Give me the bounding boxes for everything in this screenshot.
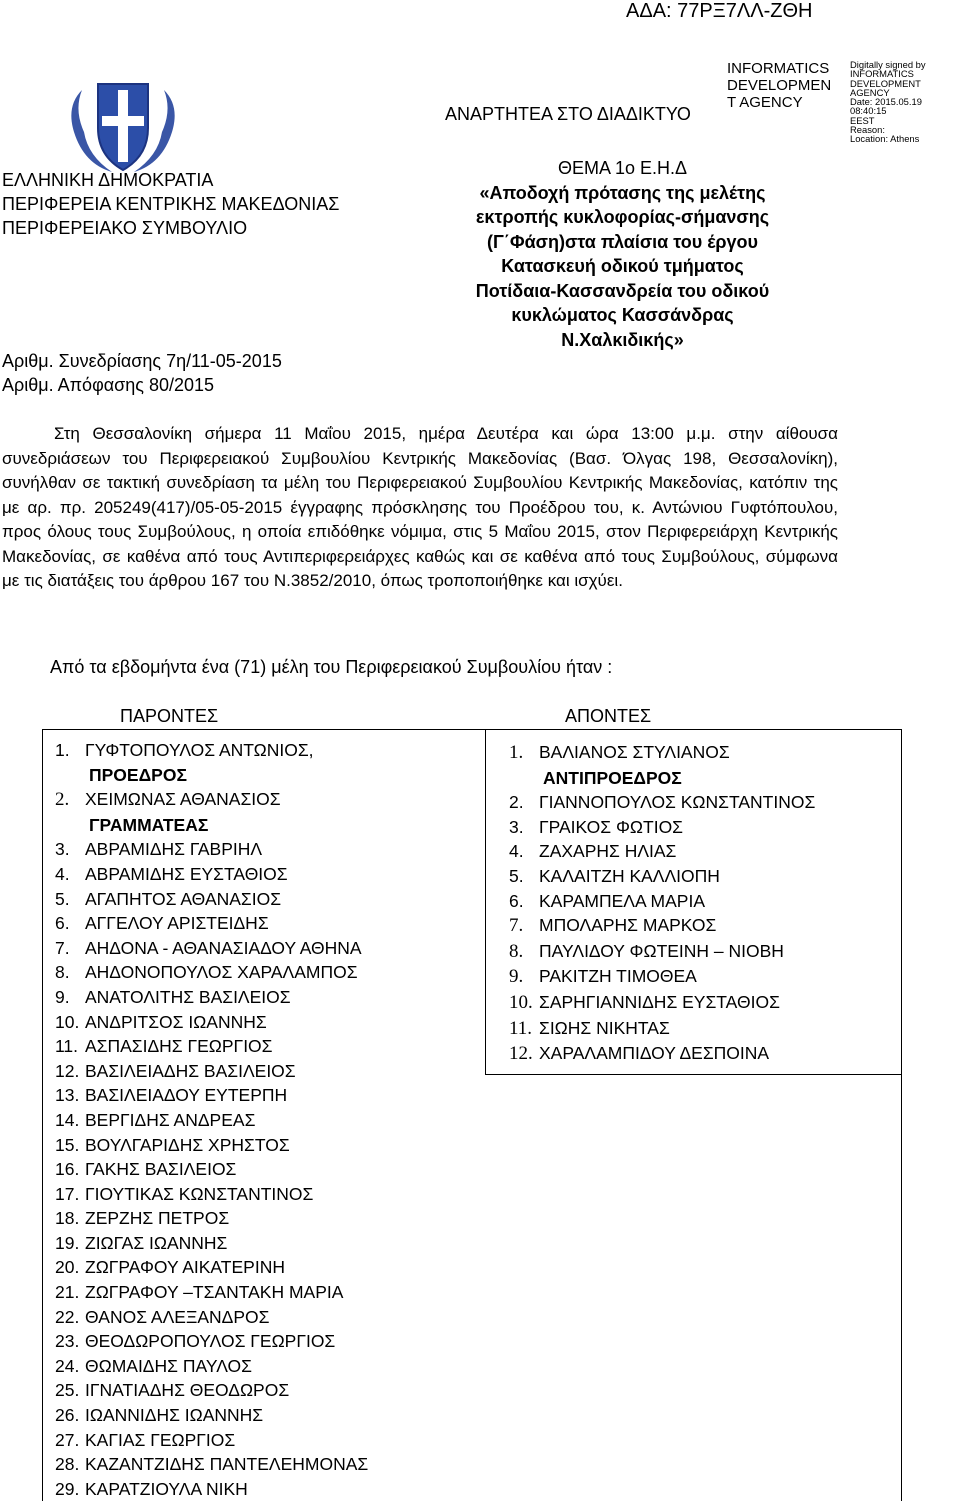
member-name: ΑΒΡΑΜΙΔΗΣ ΓΑΒΡΙΗΛ: [85, 839, 263, 860]
present-list: [55, 738, 368, 1501]
signature-name-line: DEVELOPMEN: [727, 77, 832, 94]
member-name: ΓΥΦΤΟΠΟΥΛΟΣ ΑΝΤΩΝΙΟΣ,: [85, 740, 314, 760]
item-number: 27.: [55, 1429, 80, 1450]
member-name: ΙΩΑΝΝΙΔΗΣ ΙΩΑΝΝΗΣ: [85, 1405, 264, 1426]
digital-signature-details: [850, 60, 960, 144]
ada-number: ΑΔΑ: 77ΡΞ7ΛΛ-ΖΘΗ: [626, 0, 813, 22]
signature-detail-line: INFORMATICS: [850, 68, 914, 80]
subject-line: Ν.Χαλκιδικής»: [561, 329, 684, 350]
absent-list: [509, 740, 815, 1067]
signature-detail-line: Date: 2015.05.19 08:40:15: [850, 96, 922, 117]
session-info: [2, 349, 282, 397]
member-name: ΜΠΟΛΑΡΗΣ ΜΑΡΚΟΣ: [539, 915, 717, 936]
list-item: [55, 887, 368, 912]
org-line-region: ΠΕΡΙΦΕΡΕΙΑ ΚΕΝΤΡΙΚΗΣ ΜΑΚΕΔΟΝΙΑΣ: [2, 194, 340, 214]
list-item: [509, 964, 815, 990]
item-number: 3.: [509, 816, 524, 837]
item-number: 9.: [55, 986, 70, 1007]
subject-line: «Αποδοχή πρότασης της μελέτης: [479, 182, 766, 203]
member-name: ΖΙΩΓΑΣ ΙΩΑΝΝΗΣ: [85, 1232, 228, 1253]
item-number: 10.: [55, 1011, 80, 1032]
member-name: ΚΑΓΙΑΣ ΓΕΩΡΓΙΟΣ: [85, 1429, 236, 1450]
list-item: [509, 1041, 815, 1067]
item-number: 4.: [509, 841, 524, 862]
list-item: [55, 1477, 368, 1501]
item-number: 24.: [55, 1355, 80, 1376]
item-number: 2.: [509, 792, 524, 813]
signature-detail-line: Location: Athens: [850, 133, 920, 145]
member-name: ΚΑΡΑΤΖΙΟΥΛΑ ΝΙΚΗ: [85, 1478, 248, 1499]
list-item: [509, 1016, 815, 1042]
subject-thema: ΘΕΜΑ 1ο Ε.Η.Δ: [557, 158, 688, 178]
list-item: [55, 1354, 368, 1379]
member-name: ΑΗΔΟΝΑ - ΑΘΑΝΑΣΙΑΔΟΥ ΑΘΗΝΑ: [85, 937, 362, 958]
absent-title: ΑΠΟΝΤΕΣ: [565, 706, 652, 726]
item-number: 22.: [55, 1306, 80, 1327]
member-name: ΓΙΟΥΤΙΚΑΣ ΚΩΝΣΤΑΝΤΙΝΟΣ: [85, 1183, 314, 1204]
member-name: ΒΑΣΙΛΕΙΑΔΟΥ ΕΥΤΕΡΠΗ: [85, 1085, 288, 1106]
member-name: ΓΙΑΝΝΟΠΟΥΛΟΣ ΚΩΝΣΤΑΝΤΙΝΟΣ: [539, 792, 816, 813]
organization-header: [2, 168, 339, 240]
item-number: 1.: [55, 740, 70, 760]
list-item: [509, 839, 815, 864]
members-intro: Από τα εβδομήντα ένα (71) μέλη του Περιφερειακού Συμβουλίου ήταν :: [50, 657, 613, 677]
member-name: ΘΑΝΟΣ ΑΛΕΞΑΝΔΡΟΣ: [85, 1306, 270, 1327]
item-number: 23.: [55, 1331, 80, 1352]
item-number: 6.: [509, 890, 524, 911]
item-number: 2.: [55, 789, 70, 811]
signature-detail-line: EEST: [850, 114, 875, 126]
item-number: 13.: [55, 1085, 80, 1106]
item-number: 28.: [55, 1454, 80, 1475]
list-item: [55, 1329, 368, 1354]
member-name: ΓΡΑΙΚΟΣ ΦΩΤΙΟΣ: [539, 816, 683, 837]
signature-name-line: INFORMATICS: [727, 60, 830, 77]
list-item: [509, 815, 815, 840]
member-name: ΖΕΡΖΗΣ ΠΕΤΡΟΣ: [85, 1208, 230, 1229]
digital-signature-name: [727, 60, 842, 111]
list-item: [55, 787, 368, 837]
subject-line: εκτροπής κυκλοφορίας-σήμανσης: [475, 207, 770, 227]
item-number: 10.: [509, 991, 533, 1013]
list-item: [55, 1083, 368, 1108]
item-number: 8.: [509, 940, 524, 962]
member-name: ΑΓΓΕΛΟΥ ΑΡΙΣΤΕΙΔΗΣ: [85, 913, 269, 934]
greek-coat-of-arms-emblem: [62, 76, 184, 180]
subject-line: κυκλώματος Κασσάνδρας: [511, 305, 734, 325]
item-number: 19.: [55, 1232, 80, 1253]
list-item: [55, 936, 368, 961]
member-name: ΘΩΜΑΙΔΗΣ ΠΑΥΛΟΣ: [85, 1355, 252, 1376]
list-item: [509, 864, 815, 889]
list-item: [55, 837, 368, 862]
item-number: 16.: [55, 1159, 80, 1180]
list-item: [55, 1206, 368, 1231]
member-name: ΓΑΚΗΣ ΒΑΣΙΛΕΙΟΣ: [85, 1159, 237, 1180]
member-name: ΖΩΓΡΑΦΟΥ –ΤΣΑΝΤΑΚΗ ΜΑΡΙΑ: [85, 1282, 344, 1303]
member-role: ΠΡΟΕΔΡΟΣ: [89, 764, 187, 785]
item-number: 3.: [55, 839, 70, 860]
item-number: 7.: [509, 915, 524, 937]
present-title: ΠΑΡΟΝΤΕΣ: [120, 706, 219, 726]
item-number: 26.: [55, 1405, 80, 1426]
item-number: 8.: [55, 962, 70, 983]
list-item: [55, 1133, 368, 1158]
org-line-council: ΠΕΡΙΦΕΡΕΙΑΚΟ ΣΥΜΒΟΥΛΙΟ: [2, 218, 248, 238]
item-number: 11.: [509, 1017, 533, 1039]
member-name: ΑΝΔΡΙΤΣΟΣ ΙΩΑΝΝΗΣ: [85, 1011, 267, 1032]
subject-line: Ποτίδαια-Κασσανδρεία του οδικού: [475, 280, 770, 301]
member-name: ΑΓΑΠΗΤΟΣ ΑΘΑΝΑΣΙΟΣ: [85, 888, 282, 909]
member-name: ΣΑΡΗΓΙΑΝΝΙΔΗΣ ΕΥΣΤΑΘΙΟΣ: [539, 991, 780, 1012]
list-item: [55, 1255, 368, 1280]
member-name: ΑΣΠΑΣΙΔΗΣ ΓΕΩΡΓΙΟΣ: [85, 1036, 273, 1057]
member-name: ΒΑΣΙΛΕΙΑΔΗΣ ΒΑΣΙΛΕΙΟΣ: [85, 1060, 296, 1081]
body-paragraph: Στη Θεσσαλονίκη σήμερα 11 Μαΐου 2015, ημέρα Δευτέρα και ώρα 13:00 μ.μ. στην αίθουσα συνεδριάσεων του Περιφερειακού Συμβουλίου Κεντρικής Μακεδονίας (Βασ. Όλγας 198, Θεσσαλονίκη), συνήλθαν σε τακτική συνεδρίαση τα μέλη του Περιφερειακού Συμβουλίου Κεντρικής Μακεδονίας, κατόπιν της με αρ. πρ. 205249(417)/05-05-2015 έγγραφης πρόσκλησης του Προέδρου του, κ. Αντώνιου Γυφτόπουλου, προς όλους τους Συμβούλους, η οποία επιδόθηκε νόμιμα, στις 5 Μαΐου 2015, στον Περιφερειάρχη Κεντρικής Μακεδονίας, σε καθένα από τους Αντιπεριφερειάρχες καθώς και σε καθένα από τους Συμβούλους, σύμφωνα με τις διατάξεις του άρθρου 167 του Ν.3852/2010, όπως τροποποιήθηκε και ισχύει.: [2, 424, 838, 590]
item-number: 7.: [55, 937, 70, 958]
list-item: [55, 1059, 368, 1084]
item-number: 12.: [509, 1043, 533, 1065]
list-item: [55, 1452, 368, 1477]
member-role: ΑΝΤΙΠΡΟΕΔΡΟΣ: [543, 767, 682, 788]
list-item: [55, 1280, 368, 1305]
attendance-table: [42, 729, 902, 1501]
member-name: ΒΟΥΛΓΑΡΙΔΗΣ ΧΡΗΣΤΟΣ: [85, 1134, 290, 1155]
list-item: [55, 1428, 368, 1453]
list-item: [55, 1305, 368, 1330]
member-name: ΧΑΡΑΛΑΜΠΙΔΟΥ ΔΕΣΠΟΙΝΑ: [539, 1043, 770, 1064]
list-item: [55, 985, 368, 1010]
member-name: ΚΑΖΑΝΤΖΙΔΗΣ ΠΑΝΤΕΛΕΗΜΟΝΑΣ: [85, 1454, 369, 1475]
list-item: [55, 1157, 368, 1182]
org-line-country: ΕΛΛΗΝΙΚΗ ΔΗΜΟΚΡΑΤΙΑ: [2, 170, 214, 190]
absent-box-bottom: [485, 1074, 901, 1075]
list-item: [509, 889, 815, 914]
item-number: 5.: [509, 865, 524, 886]
item-number: 6.: [55, 913, 70, 934]
list-item: [55, 862, 368, 887]
item-number: 1.: [509, 742, 524, 763]
item-number: 12.: [55, 1060, 80, 1081]
item-number: 21.: [55, 1282, 80, 1303]
member-name: ΑΗΔΟΝΟΠΟΥΛΟΣ ΧΑΡΑΛΑΜΠΟΣ: [85, 962, 358, 983]
member-name: ΒΑΛΙΑΝΟΣ ΣΤΥΛΙΑΝΟΣ: [539, 742, 730, 762]
member-role: ΓΡΑΜΜΑΤΕΑΣ: [89, 814, 209, 835]
list-item: [55, 960, 368, 985]
list-item: [55, 1108, 368, 1133]
item-number: 4.: [55, 863, 70, 884]
member-name: ΚΑΛΑΙΤΖΗ ΚΑΛΛΙΟΠΗ: [539, 865, 720, 886]
signature-detail-line: Digitally signed by: [850, 59, 926, 70]
member-name: ΑΒΡΑΜΙΔΗΣ ΕΥΣΤΑΘΙΟΣ: [85, 863, 288, 884]
signature-name-line: T AGENCY: [727, 94, 803, 111]
list-item: [509, 990, 815, 1016]
subject-line: Κατασκευή οδικού τμήματος: [501, 256, 744, 276]
member-name: ΖΑΧΑΡΗΣ ΗΛΙΑΣ: [539, 841, 677, 862]
list-item: [55, 738, 368, 787]
item-number: 17.: [55, 1183, 80, 1204]
member-name: ΧΕΙΜΩΝΑΣ ΑΘΑΝΑΣΙΟΣ: [85, 789, 281, 810]
item-number: 15.: [55, 1134, 80, 1155]
list-item: [55, 911, 368, 936]
list-item: [55, 1403, 368, 1428]
list-item: [509, 740, 815, 790]
item-number: 5.: [55, 888, 70, 909]
list-item: [509, 790, 815, 815]
member-name: ΙΓΝΑΤΙΑΔΗΣ ΘΕΟΔΩΡΟΣ: [85, 1380, 290, 1401]
subject-block: [430, 156, 815, 352]
member-name: ΡΑΚΙΤΖΗ ΤΙΜΟΘΕΑ: [539, 966, 697, 987]
column-divider: [485, 730, 486, 1075]
member-name: ΖΩΓΡΑΦΟΥ ΑΙΚΑΤΕΡΙΝΗ: [85, 1257, 285, 1278]
decision-number: Αριθμ. Απόφασης 80/2015: [2, 375, 215, 395]
subject-line: (Γ΄Φάση)στα πλαίσια του έργου: [487, 231, 758, 252]
member-name: ΚΑΡΑΜΠΕΛΑ ΜΑΡΙΑ: [539, 890, 705, 911]
list-item: [55, 1182, 368, 1207]
item-number: 29.: [55, 1478, 80, 1499]
item-number: 25.: [55, 1380, 80, 1401]
member-name: ΒΕΡΓΙΔΗΣ ΑΝΔΡΕΑΣ: [85, 1109, 256, 1130]
member-name: ΑΝΑΤΟΛΙΤΗΣ ΒΑΣΙΛΕΙΟΣ: [85, 986, 291, 1007]
list-item: [55, 1231, 368, 1256]
list-item: [509, 913, 815, 939]
item-number: 11.: [55, 1036, 79, 1057]
item-number: 9.: [509, 966, 524, 988]
signature-detail-line: Reason:: [850, 124, 885, 136]
member-name: ΠΑΥΛΙΔΟΥ ΦΩΤΕΙΝΗ – ΝΙΟΒΗ: [539, 940, 784, 961]
list-item: [55, 1010, 368, 1035]
item-number: 18.: [55, 1208, 80, 1229]
member-name: ΘΕΟΔΩΡΟΠΟΥΛΟΣ ΓΕΩΡΓΙΟΣ: [85, 1331, 336, 1352]
list-item: [509, 939, 815, 965]
session-number: Αριθμ. Συνεδρίασης 7η/11-05-2015: [2, 351, 282, 371]
list-item: [55, 1034, 368, 1059]
signature-detail-line: DEVELOPMENT AGENCY: [850, 77, 921, 98]
item-number: 20.: [55, 1257, 80, 1278]
item-number: 14.: [55, 1109, 80, 1130]
member-name: ΣΙΩΗΣ ΝΙΚΗΤΑΣ: [539, 1017, 670, 1038]
list-item: [55, 1378, 368, 1403]
meeting-paragraph: [2, 422, 838, 594]
posting-notice: ΑΝΑΡΤΗΤΕΑ ΣΤΟ ΔΙΑΔΙΚΤΥΟ: [445, 104, 691, 124]
